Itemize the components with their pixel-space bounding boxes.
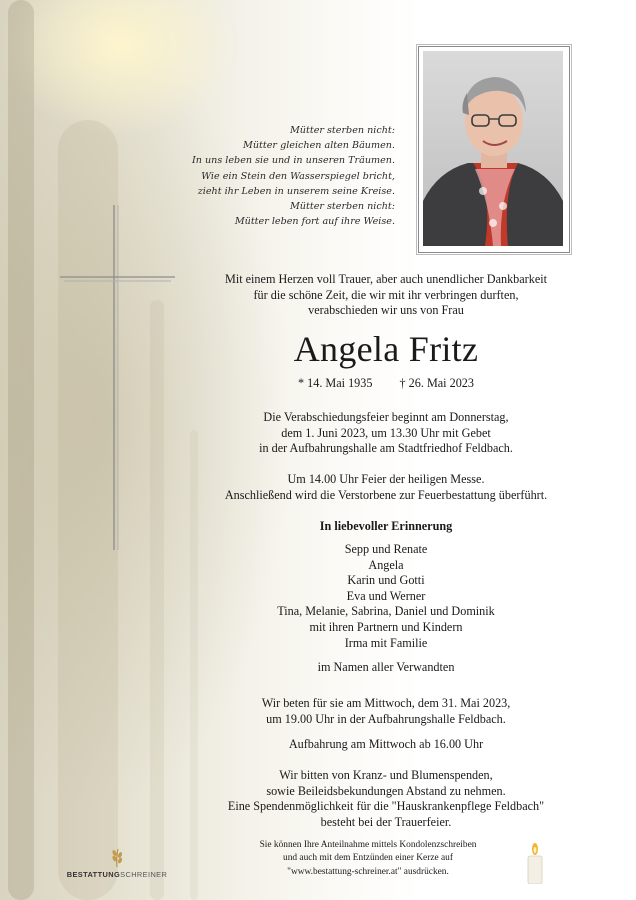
donations-text <box>196 768 576 830</box>
condolence-line: und auch mit dem Entzünden einer Kerze auf <box>283 853 453 864</box>
life-dates <box>196 376 576 391</box>
condolence-line: Sie können Ihre Anteilnahme mittels Kondolenzschreiben <box>259 840 477 850</box>
poem-line: Mütter sterben nicht: <box>289 125 395 136</box>
cross-icon <box>60 205 175 550</box>
donations-line: Wir bitten von Kranz- und Blumenspenden, <box>279 768 493 782</box>
family-member: Angela <box>368 557 404 572</box>
family-member: Tina, Melanie, Sabrina, Daniel und Dominik <box>277 604 495 619</box>
poem-line: Mütter leben fort auf ihre Weise. <box>234 216 395 228</box>
birth-date: * 14. Mai 1935 <box>297 376 373 390</box>
family-member: Sepp und Renate <box>344 542 428 556</box>
ceremony-line: in der Aufbahrungshalle am Stadtfriedhof Feldbach. <box>259 441 513 456</box>
portrait-frame <box>418 46 570 253</box>
family-member: Karin und Gotti <box>347 573 425 588</box>
mass-line: Um 14.00 Uhr Feier der heiligen Messe. <box>287 472 485 486</box>
tree-trunk <box>8 0 34 900</box>
memory-heading: In liebevoller Erinnerung <box>319 519 453 533</box>
mass-line: Anschließend wird die Verstorbene zur Feuerbestattung überführt. <box>224 487 548 502</box>
death-date: † 26. Mai 2023 <box>399 376 474 390</box>
condolence-line: "www.bestattung-schreiner.at" ausdrücken. <box>287 866 449 877</box>
donations-line: besteht bei der Trauerfeier. <box>320 814 452 829</box>
poem <box>165 123 395 229</box>
intro-text <box>196 272 576 319</box>
prayer-text <box>196 696 576 727</box>
funeral-home-logo <box>62 846 172 882</box>
family-member: Irma mit Familie <box>344 635 428 650</box>
logo-text-bold: BESTATTUNG <box>66 870 121 879</box>
deceased-name: Angela Fritz <box>293 329 479 369</box>
family-list <box>196 542 576 651</box>
donations-line: Eine Spendenmöglichkeit für die "Hauskrankenpflege Feldbach" <box>227 799 545 814</box>
poem-line: In uns leben sie und in unseren Träumen. <box>191 155 395 167</box>
poem-line: zieht ihr Leben in unserem seine Kreise. <box>197 185 395 197</box>
prayer-line: um 19.00 Uhr in der Aufbahrungshalle Feldbach. <box>266 711 506 726</box>
portrait-photo <box>423 51 563 246</box>
intro-line: Mit einem Herzen voll Trauer, aber auch unendlicher Dankbarkeit <box>224 272 548 286</box>
family-member: Eva und Werner <box>346 588 426 603</box>
prayer-line: Wir beten für sie am Mittwoch, dem 31. Mai 2023, <box>261 696 511 710</box>
ceremony-line: dem 1. Juni 2023, um 13.30 Uhr mit Gebet <box>281 425 491 440</box>
family-member: mit ihren Partnern und Kindern <box>309 619 463 634</box>
wheat-icon <box>106 846 128 868</box>
poem-line: Mütter sterben nicht: <box>289 201 395 213</box>
relatives-line: im Namen aller Verwandten <box>317 660 455 674</box>
mass-text <box>196 472 576 503</box>
intro-line: für die schöne Zeit, die wir mit ihr verbringen durften, <box>253 287 519 302</box>
ceremony-text <box>196 410 576 457</box>
candle-icon <box>526 840 544 884</box>
poem-line: Wie ein Stein den Wasserspiegel bricht, <box>201 170 395 182</box>
viewing-line: Aufbahrung am Mittwoch ab 16.00 Uhr <box>288 737 484 751</box>
logo-text-light: SCHREINER <box>120 870 168 879</box>
donations-line: sowie Beileidsbekundungen Abstand zu nehmen. <box>266 783 506 798</box>
poem-line: Mütter gleichen alten Bäumen. <box>243 140 395 152</box>
ceremony-line: Die Verabschiedungsfeier beginnt am Donnerstag, <box>263 410 509 424</box>
condolence-note <box>228 839 508 879</box>
intro-line: verabschieden wir uns von Frau <box>308 303 464 318</box>
